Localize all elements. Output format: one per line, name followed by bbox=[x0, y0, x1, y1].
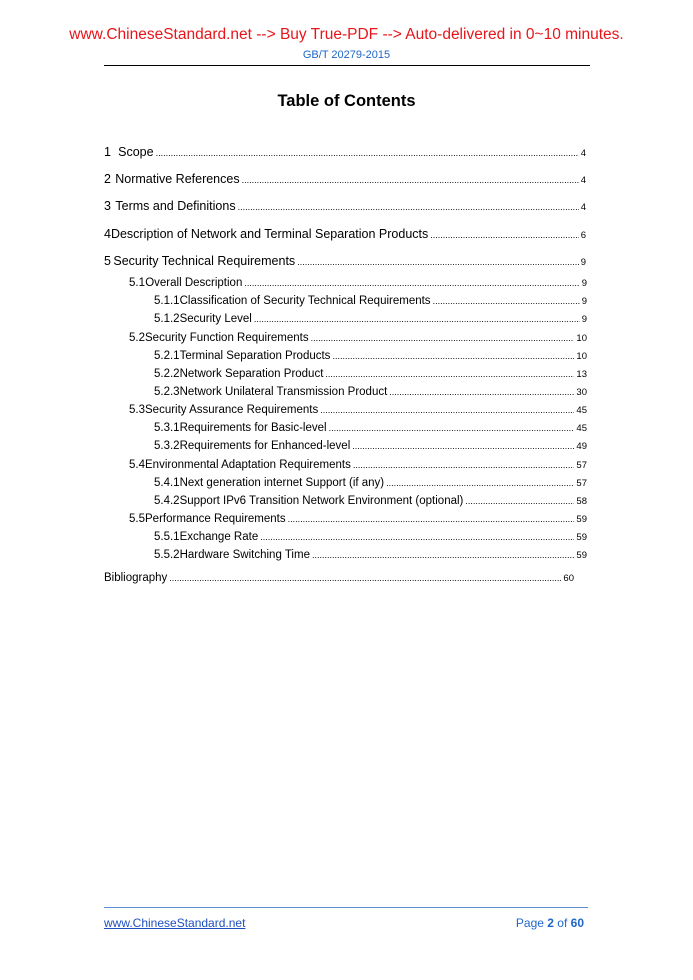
toc-entry-title: Requirements for Enhanced-level bbox=[179, 440, 351, 452]
toc-entry-page: 9 bbox=[581, 296, 587, 307]
toc-entry[interactable] bbox=[104, 145, 586, 159]
toc-entry-page: 45 bbox=[576, 405, 587, 416]
toc-entry[interactable] bbox=[154, 295, 587, 307]
toc-dot-leader bbox=[297, 257, 579, 267]
toc-dot-leader bbox=[332, 351, 574, 361]
toc-entry[interactable] bbox=[104, 172, 586, 186]
toc-entry[interactable] bbox=[129, 277, 587, 289]
standard-number: GB/T 20279-2015 bbox=[302, 49, 391, 61]
toc-dot-leader bbox=[288, 514, 575, 524]
toc-entry-number: 5.4 bbox=[129, 459, 145, 471]
toc-dot-leader bbox=[389, 387, 574, 397]
toc-entry-title: Security Assurance Requirements bbox=[145, 404, 319, 416]
toc-entry-page: 9 bbox=[580, 257, 586, 268]
toc-dot-leader bbox=[465, 496, 574, 506]
toc-entry-title: Description of Network and Terminal Separation Products bbox=[110, 227, 429, 241]
toc-dot-leader bbox=[156, 148, 579, 158]
page-prefix: Page bbox=[515, 916, 548, 930]
toc-entry-number: 5.2 bbox=[129, 332, 145, 344]
toc-entry-number: 5.5.1 bbox=[154, 531, 180, 543]
toc-entry-title: Network Unilateral Transmission Product bbox=[179, 386, 388, 398]
toc-entry-page: 10 bbox=[576, 333, 587, 344]
footer-website-link[interactable]: www.ChineseStandard.net bbox=[104, 916, 246, 930]
toc-entry-page: 58 bbox=[576, 496, 587, 507]
toc-entry-number: 2 bbox=[104, 172, 111, 186]
toc-entry-number: 5.2.3 bbox=[154, 386, 180, 398]
toc-entry-page: 57 bbox=[576, 478, 587, 489]
toc-entry[interactable] bbox=[129, 459, 587, 471]
page-indicator bbox=[516, 916, 584, 930]
toc-entry[interactable] bbox=[104, 254, 586, 268]
toc-entry[interactable] bbox=[154, 422, 587, 434]
toc-entry-page: 9 bbox=[581, 278, 587, 289]
toc-entry-title: Next generation internet Support (if any) bbox=[179, 477, 385, 489]
toc-entry[interactable] bbox=[154, 531, 587, 543]
toc-entry-number: 5.3 bbox=[129, 404, 145, 416]
toc-dot-leader bbox=[325, 369, 574, 379]
toc-entry[interactable] bbox=[154, 440, 587, 452]
toc-entry-number: 5.4.1 bbox=[154, 477, 180, 489]
toc-entry[interactable] bbox=[154, 368, 587, 380]
toc-entry-title: Environmental Adaptation Requirements bbox=[145, 459, 351, 471]
toc-entry-page: 4 bbox=[580, 148, 586, 159]
toc-dot-leader bbox=[260, 532, 574, 542]
footer-divider bbox=[104, 907, 588, 908]
toc-entry-title: Support IPv6 Transition Network Environment (optional) bbox=[179, 495, 464, 507]
toc-entry-number: 5.4.2 bbox=[154, 495, 180, 507]
toc-entry-title: Terms and Definitions bbox=[115, 199, 236, 213]
toc-entry-page: 49 bbox=[576, 441, 587, 452]
toc-dot-leader bbox=[430, 230, 578, 240]
toc-dot-leader bbox=[312, 550, 574, 560]
toc-entry-page: 4 bbox=[580, 175, 586, 186]
toc-dot-leader bbox=[433, 296, 580, 306]
toc-entry-number: 5.2.2 bbox=[154, 368, 180, 380]
toc-dot-leader bbox=[329, 423, 575, 433]
toc-entry-page: 4 bbox=[580, 202, 586, 213]
toc-entry[interactable] bbox=[154, 477, 587, 489]
toc-entry-page: 10 bbox=[576, 351, 587, 362]
page-of: of bbox=[553, 916, 571, 930]
toc-entry-number: 3 bbox=[104, 199, 111, 213]
toc-entry[interactable] bbox=[154, 313, 587, 325]
toc-entry[interactable] bbox=[129, 332, 587, 344]
toc-entry-number: 5.1 bbox=[129, 277, 145, 289]
toc-entry-number: 5.1.1 bbox=[154, 295, 180, 307]
toc-entry[interactable] bbox=[154, 495, 587, 507]
toc-entry-number: 5.3.1 bbox=[154, 422, 180, 434]
toc-entry-page: 13 bbox=[576, 369, 587, 380]
toc-entry-title: Security Level bbox=[179, 313, 252, 325]
toc-dot-leader bbox=[244, 278, 579, 288]
page-total: 60 bbox=[570, 916, 584, 930]
toc-entry-page: 60 bbox=[563, 573, 574, 584]
toc-entry-title: Security Technical Requirements bbox=[113, 254, 296, 268]
toc-entry-title: Classification of Security Technical Requirements bbox=[179, 295, 431, 307]
toc-entry[interactable] bbox=[104, 199, 586, 213]
toc-entry-title: Requirements for Basic-level bbox=[179, 422, 327, 434]
toc-entry-title: Exchange Rate bbox=[179, 531, 259, 543]
toc-entry-number: 5.5.2 bbox=[154, 549, 180, 561]
toc-entry-title: Bibliography bbox=[104, 572, 168, 584]
toc-dot-leader bbox=[238, 202, 579, 212]
toc-title: Table of Contents bbox=[277, 92, 416, 110]
toc-entry-title: Overall Description bbox=[145, 277, 243, 289]
toc-dot-leader bbox=[353, 460, 575, 470]
toc-entry-title: Security Function Requirements bbox=[145, 332, 309, 344]
toc-entry-page: 9 bbox=[581, 314, 587, 325]
toc-entry[interactable] bbox=[154, 386, 587, 398]
toc-entry[interactable] bbox=[154, 350, 587, 362]
toc-entry-page: 57 bbox=[576, 460, 587, 471]
toc-entry-number: 5.2.1 bbox=[154, 350, 180, 362]
header-banner: www.ChineseStandard.net --> Buy True-PDF --> Auto-delivered in 0~10 minutes. bbox=[69, 26, 624, 43]
toc-dot-leader bbox=[320, 405, 574, 415]
toc-entry[interactable] bbox=[104, 227, 586, 241]
toc-entry-number: 1 bbox=[104, 145, 111, 159]
toc-dot-leader bbox=[311, 333, 575, 343]
toc-entry-title: Normative References bbox=[115, 172, 240, 186]
toc-entry-title: Scope bbox=[118, 145, 154, 159]
toc-entry-number: 5.1.2 bbox=[154, 313, 180, 325]
toc-entry-number: 5 bbox=[104, 254, 111, 268]
toc-dot-leader bbox=[254, 314, 580, 324]
toc-entry-number: 5.3.2 bbox=[154, 440, 180, 452]
toc-entry[interactable] bbox=[129, 404, 587, 416]
toc-entry[interactable] bbox=[104, 572, 574, 584]
toc-entry-page: 59 bbox=[576, 550, 587, 561]
toc-entry-number: 5.5 bbox=[129, 513, 145, 525]
header-divider bbox=[104, 65, 590, 66]
toc-dot-leader bbox=[169, 573, 561, 583]
toc-entry-title: Hardware Switching Time bbox=[179, 549, 310, 561]
toc-dot-leader bbox=[242, 175, 579, 185]
toc-entry[interactable] bbox=[154, 549, 587, 561]
toc-entry-number: 4 bbox=[104, 227, 111, 241]
toc-entry-page: 30 bbox=[576, 387, 587, 398]
toc-entry[interactable] bbox=[129, 513, 587, 525]
toc-entry-title: Performance Requirements bbox=[145, 513, 286, 525]
toc-entry-page: 59 bbox=[576, 514, 587, 525]
toc-dot-leader bbox=[352, 441, 574, 451]
toc-dot-leader bbox=[386, 478, 574, 488]
toc-entry-title: Network Separation Product bbox=[179, 368, 324, 380]
toc-entry-page: 45 bbox=[576, 423, 587, 434]
toc-entry-page: 6 bbox=[580, 230, 586, 241]
toc-entry-page: 59 bbox=[576, 532, 587, 543]
page-current: 2 bbox=[547, 916, 554, 930]
toc-entry-title: Terminal Separation Products bbox=[179, 350, 331, 362]
